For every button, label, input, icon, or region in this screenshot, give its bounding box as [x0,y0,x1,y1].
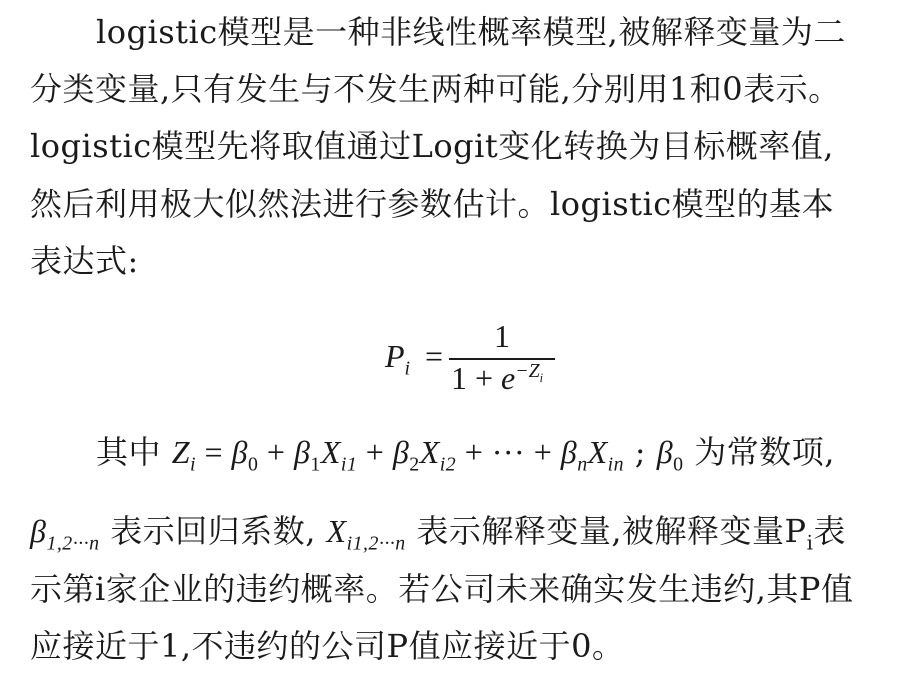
paragraph1-line5: 表达式: [30,242,139,280]
paragraph3-line2: 示第i家企业的违约概率。若公司未来确实发生违约,其P值 [30,570,854,608]
formula-equals: = [425,338,444,374]
paragraph1-line3: logistic模型先将取值通过Logit变化转换为目标概率值, [30,127,834,165]
paragraph3-line3: 应接近于1,不违约的公司P值应接近于0。 [30,627,625,665]
formula-numerator: 1 [494,318,510,354]
paragraph1-line1: logistic模型是一种非线性概率模型,被解释变量为二 [96,13,846,51]
paragraph1-line2: 分类变量,只有发生与不发生两种可能,分别用1和0表示。 [30,70,841,108]
formula-denominator: $1 + e^{-Z_i}$ [451,360,544,396]
paragraph1-line4: 然后利用极大似然法进行参数估计。logistic模型的基本 [30,185,835,223]
paragraph2-line1: 其中 $Z_i = \beta_0 + \beta_1X_{i1} + \beta_2X_{i2}$ + ··· + $\beta_nX_{in}$ ; $\beta_0$ 为常数项, [96,433,835,476]
logistic-formula [385,318,565,400]
paragraph3-line1: $\beta_{1,2\cdot\cdot\cdot n}$ 表示回归系数, $X_{i1,2\cdot\cdot\cdot n}$ 表示解释变量,被解释变量$P_i$表 [30,512,846,555]
formula-lhs: $P_i$ [385,338,411,380]
